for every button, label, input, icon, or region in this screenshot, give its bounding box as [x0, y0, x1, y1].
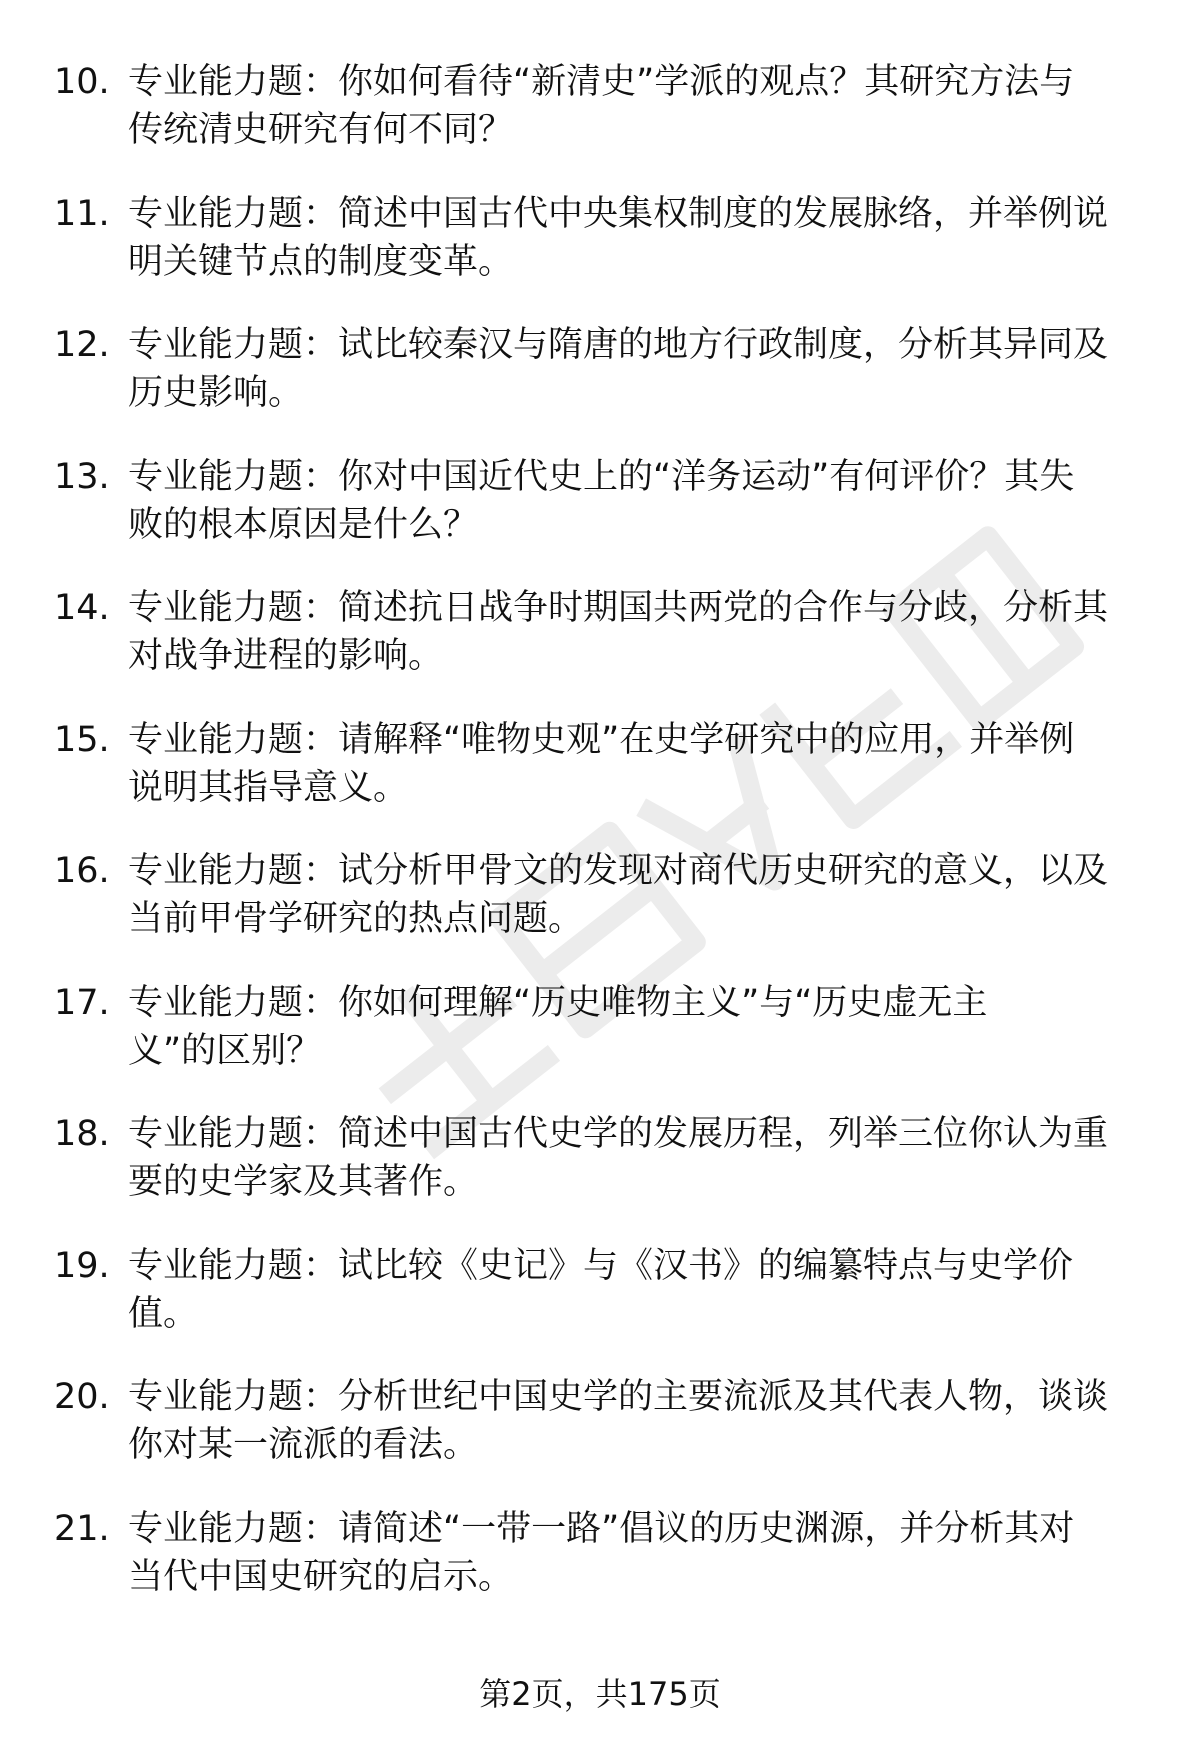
list-item — [0, 453, 1200, 585]
list-item — [0, 847, 1200, 979]
question-number: 11. — [54, 193, 110, 234]
list-item — [0, 190, 1200, 322]
question-text: 专业能力题：简述中国古代中央集权制度的发展脉络，并举例说 明关键节点的制度变革。 — [128, 193, 1109, 282]
question-text: 专业能力题：分析世纪中国史学的主要流派及其代表人物，谈谈 你对某一流派的看法。 — [128, 1377, 1109, 1465]
page-number-footer: 第2页，共175页 — [479, 1675, 721, 1713]
question-text: 专业能力题：你如何理解“历史唯物主义”与“历史虚无主 义”的区别？ — [128, 982, 988, 1071]
list-item — [0, 1373, 1200, 1505]
list-item — [0, 1110, 1200, 1242]
list-item — [0, 321, 1200, 453]
list-item — [0, 979, 1200, 1111]
list-item — [0, 584, 1200, 716]
list-item — [0, 1242, 1200, 1374]
question-number: 15. — [54, 719, 110, 760]
question-list — [0, 58, 1200, 1636]
question-number: 14. — [54, 588, 110, 628]
question-number: 10. — [54, 62, 110, 102]
question-number: 17. — [54, 982, 110, 1023]
question-number: 19. — [54, 1245, 110, 1286]
list-item — [0, 716, 1200, 848]
question-text: 专业能力题：试比较《史记》与《汉书》的编纂特点与史学价 值。 — [128, 1245, 1074, 1334]
question-text: 专业能力题：你对中国近代史上的“洋务运动”有何评价？其失 败的根本原因是什么？ — [128, 456, 1075, 545]
question-number: 16. — [54, 851, 110, 891]
question-text: 专业能力题：请简述“一带一路”倡议的历史渊源，并分析其对 当代中国史研究的启示。 — [128, 1508, 1075, 1597]
question-text: 专业能力题：简述抗日战争时期国共两党的合作与分歧，分析其 对战争进程的影响。 — [128, 588, 1109, 676]
question-text: 专业能力题：试比较秦汉与隋唐的地方行政制度，分析其异同及 历史影响。 — [128, 325, 1109, 413]
question-text: 专业能力题：简述中国古代史学的发展历程，列举三位你认为重 要的史学家及其著作。 — [128, 1114, 1109, 1202]
question-number: 12. — [54, 325, 110, 365]
question-number: 18. — [54, 1114, 110, 1154]
question-text: 专业能力题：试分析甲骨文的发现对商代历史研究的意义，以及 当前甲骨学研究的热点问题。 — [128, 851, 1109, 939]
question-number: 20. — [54, 1377, 110, 1417]
question-number: 21. — [54, 1508, 110, 1549]
question-number: 13. — [54, 456, 110, 497]
list-item — [0, 58, 1200, 190]
question-text: 专业能力题：请解释“唯物史观”在史学研究中的应用，并举例 说明其指导意义。 — [128, 719, 1075, 808]
list-item — [0, 1505, 1200, 1637]
question-text: 专业能力题：你如何看待“新清史”学派的观点？其研究方法与 传统清史研究有何不同？ — [128, 62, 1075, 150]
